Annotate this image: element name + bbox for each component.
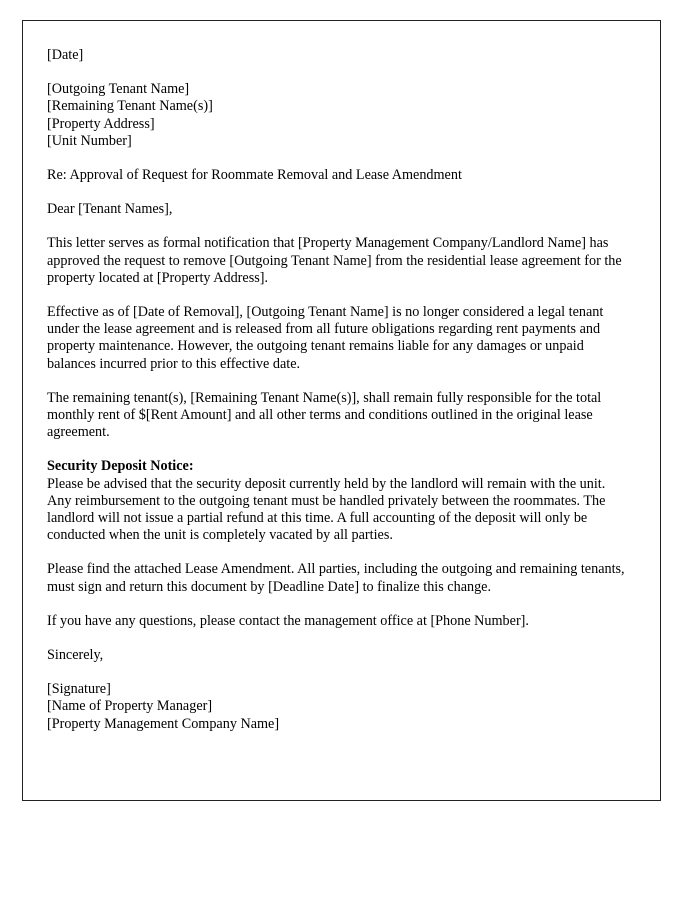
recipient-line-outgoing-tenant: [Outgoing Tenant Name] xyxy=(47,81,190,98)
recipient-line-remaining-tenant: [Remaining Tenant Name(s)] xyxy=(47,98,213,115)
signature-block xyxy=(47,681,630,733)
date-placeholder: [Date] xyxy=(47,47,84,63)
closing-salutation: Sincerely, xyxy=(47,647,104,664)
body-paragraph-remaining-tenant-rent: The remaining tenant(s), [Remaining Tenant Name(s)], shall remain fully responsible for the total monthly rent of $[Rent Amount] and all other terms and conditions outlined in the original lease agreement. xyxy=(47,389,602,441)
body-paragraph-questions: If you have any questions, please contact the management office at [Phone Number]. xyxy=(47,612,529,629)
body-paragraph-lease-amendment: Please find the attached Lease Amendment. All parties, including the outgoing and remaining tenants, must sign and return this document by [Deadline Date] to finalize this change. xyxy=(47,561,625,595)
subject-line: Re: Approval of Request for Roommate Removal and Lease Amendment xyxy=(47,167,462,184)
recipient-line-unit-number: [Unit Number] xyxy=(47,132,132,149)
signature-company-line: [Property Management Company Name] xyxy=(47,715,280,732)
recipient-address-block xyxy=(47,81,630,150)
body-paragraph-effective-date: Effective as of [Date of Removal], [Outgoing Tenant Name] is no longer considered a legal tenant under the lease agreement and is released from all future obligations regarding rent payments and property maintenance. However, the outgoing tenant remains liable for any damages or unpaid balances incurred prior to this effective date. xyxy=(47,304,604,372)
security-deposit-section xyxy=(47,458,630,544)
security-deposit-paragraph: Please be advised that the security deposit currently held by the landlord will remain with the unit. Any reimbursement to the outgoing tenant must be handled privately between the roommates. The landlord will not issue a partial refund at this time. A full accounting of the deposit will only be conducted when the unit is completely vacated by all parties. xyxy=(47,475,606,544)
signature-name-line: [Name of Property Manager] xyxy=(47,698,213,715)
salutation: Dear [Tenant Names], xyxy=(47,201,173,218)
body-paragraph-notification: This letter serves as formal notification that [Property Management Company/Landlord Name] has approved the request to remove [Outgoing Tenant Name] from the residential lease agreement for the property located at [Property Address]. xyxy=(47,235,622,286)
signature-line: [Signature] xyxy=(47,681,111,698)
letter-body xyxy=(23,21,660,733)
security-deposit-heading: Security Deposit Notice: xyxy=(47,458,194,475)
date-line xyxy=(47,47,630,64)
recipient-line-property-address: [Property Address] xyxy=(47,115,155,132)
document-page xyxy=(22,20,661,801)
